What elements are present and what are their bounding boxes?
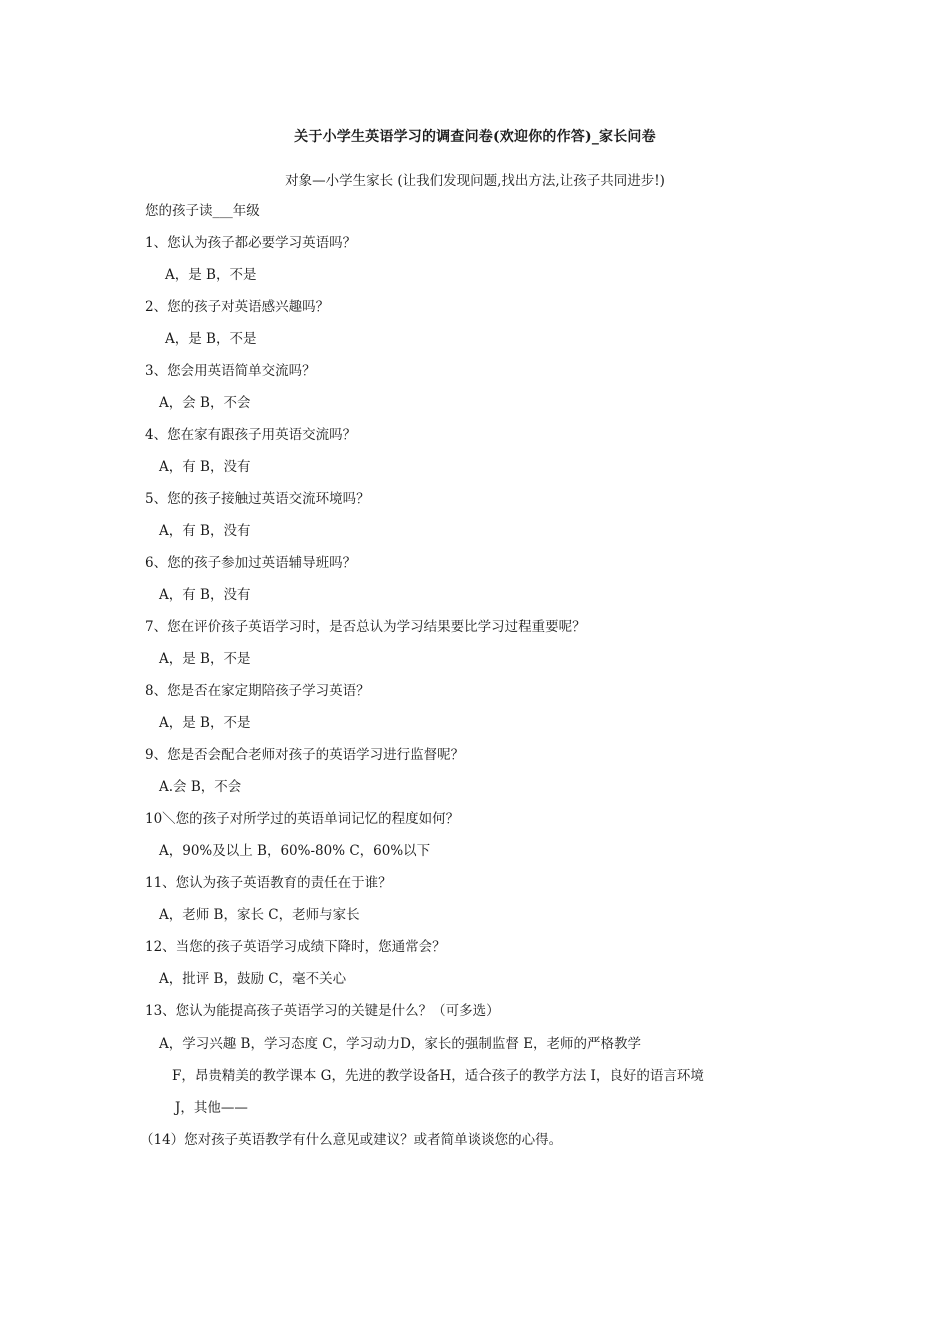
- question-6: 6、您的孩子参加过英语辅导班吗？: [145, 555, 357, 571]
- options-6: A，有 B，没有: [159, 587, 251, 603]
- document-subtitle: 对象—小学生家长 (让我们发现问题,找出方法,让孩子共同进步!): [285, 173, 665, 189]
- question-10: 10＼您的孩子对所学过的英语单词记忆的程度如何？: [145, 811, 460, 827]
- question-5: 5、您的孩子接触过英语交流环境吗？: [145, 491, 370, 507]
- options-7: A，是 B，不是: [159, 651, 251, 667]
- options-2: A，是 B，不是: [165, 331, 257, 347]
- options-4: A，有 B，没有: [159, 459, 251, 475]
- options-13-line-2: F，昂贵精美的教学课本 G，先进的教学设备H，适合孩子的教学方法 I，良好的语言环境: [172, 1068, 704, 1084]
- options-10: A，90%及以上 B，60%-80% C，60%以下: [159, 843, 431, 859]
- question-4: 4、您在家有跟孩子用英语交流吗？: [145, 427, 357, 443]
- question-13: 13、您认为能提高孩子英语学习的关键是什么？（可多选）: [145, 1003, 500, 1019]
- options-1: A，是 B，不是: [165, 267, 257, 283]
- options-5: A，有 B，没有: [159, 523, 251, 539]
- question-9: 9、您是否会配合老师对孩子的英语学习进行监督呢？: [145, 747, 465, 763]
- question-2: 2、您的孩子对英语感兴趣吗？: [145, 299, 330, 315]
- options-12: A，批评 B，鼓励 C，毫不关心: [159, 971, 347, 987]
- grade-line: 您的孩子读___年级: [145, 203, 260, 219]
- question-3: 3、您会用英语简单交流吗？: [145, 363, 316, 379]
- question-14: （14）您对孩子英语教学有什么意见或建议？或者简单谈谈您的心得。: [140, 1132, 563, 1148]
- question-11: 11、您认为孩子英语教育的责任在于谁？: [145, 875, 392, 891]
- document-title: 关于小学生英语学习的调查问卷(欢迎你的作答)_家长问卷: [294, 129, 656, 145]
- options-3: A，会 B，不会: [159, 395, 251, 411]
- options-8: A，是 B，不是: [159, 715, 251, 731]
- question-8: 8、您是否在家定期陪孩子学习英语？: [145, 683, 370, 699]
- question-1: 1、您认为孩子都必要学习英语吗？: [145, 235, 357, 251]
- options-9: A.会 B，不会: [159, 779, 242, 795]
- question-7: 7、您在评价孩子英语学习时，是否总认为学习结果要比学习过程重要呢？: [145, 619, 586, 635]
- options-11: A，老师 B，家长 C，老师与家长: [159, 907, 360, 923]
- question-12: 12、当您的孩子英语学习成绩下降时，您通常会？: [145, 939, 446, 955]
- options-13-line-1: A，学习兴趣 B，学习态度 C，学习动力D，家长的强制监督 E，老师的严格教学: [159, 1036, 642, 1052]
- options-13-line-3: J，其他——: [175, 1100, 248, 1116]
